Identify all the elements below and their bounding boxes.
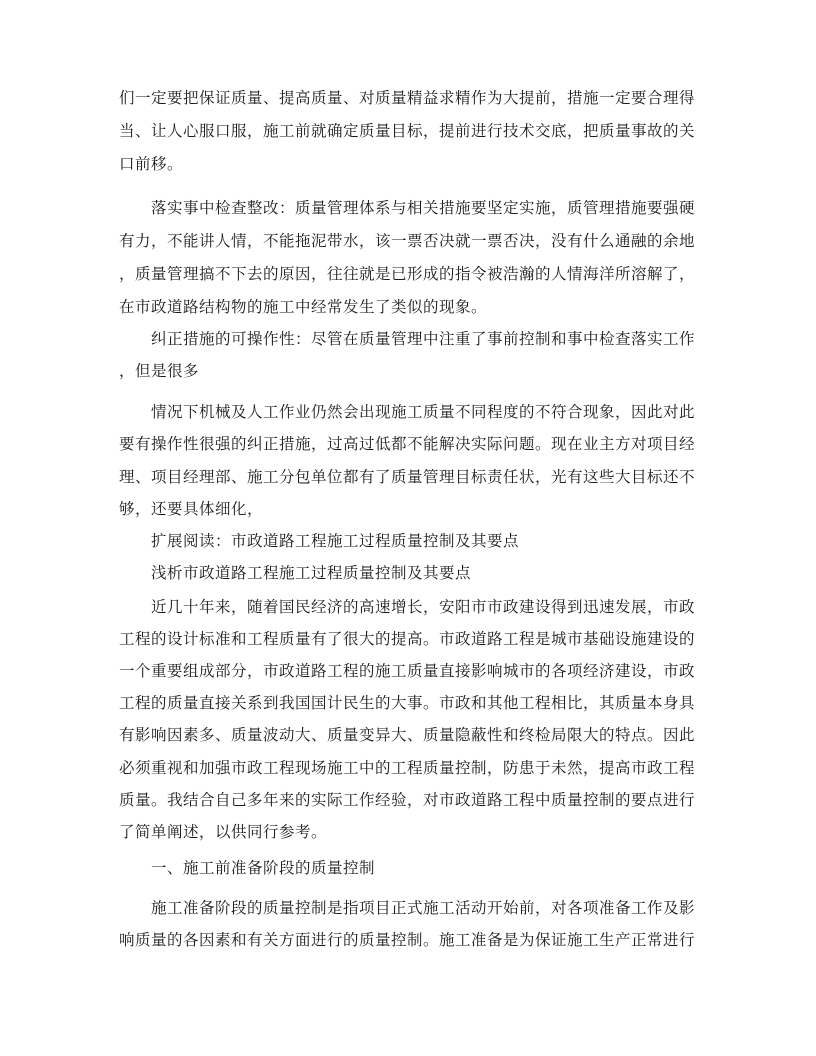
paragraph-line: 理、项目经理部、施工分包单位都有了质量管理目标责任状，光有这些大目标还不 <box>119 468 696 486</box>
paragraph-line: 工程的设计标准和工程质量有了很大的提高。市政道路工程是城市基础设施建设的 <box>119 630 696 648</box>
paragraph-line: 落实事中检查整改：质量管理体系与相关措施要坚定实施，质管理措施要强硬 <box>151 199 696 217</box>
paragraph-line: 情况下机械及人工作业仍然会出现施工质量不同程度的不符合现象，因此对此 <box>151 403 696 421</box>
paragraph-line: 们一定要把保证质量、提高质量、对质量精益求精作为大提前，措施一定要合理得 <box>119 89 696 107</box>
paragraph-line: 有影响因素多、质量波动大、质量变异大、质量隐蔽性和终检局限大的特点。因此 <box>119 726 696 744</box>
paragraph-line: 要有操作性很强的纠正措施，过高过低都不能解决实际问题。现在业主方对项目经 <box>119 435 696 453</box>
paragraph-line: 了简单阐述，以供同行参考。 <box>119 823 328 841</box>
paragraph-line: 工程的质量直接关系到我国国计民生的大事。市政和其他工程相比，其质量本身具 <box>119 694 696 712</box>
paragraph-line: 扩展阅读：市政道路工程施工过程质量控制及其要点 <box>151 532 520 550</box>
paragraph-line: 够，还要具体细化， <box>119 500 264 518</box>
paragraph-line: 施工准备阶段的质量控制是指项目正式施工活动开始前，对各项准备工作及影 <box>151 899 696 917</box>
paragraph-line: 有力，不能讲人情，不能拖泥带水，该一票否决就一票否决，没有什么通融的余地 <box>119 232 696 250</box>
paragraph-line: 口前移。 <box>119 155 184 173</box>
paragraph-line: 响质量的各因素和有关方面进行的质量控制。施工准备是为保证施工生产正常进行 <box>119 931 696 949</box>
section-title: 浅析市政道路工程施工过程质量控制及其要点 <box>151 564 472 582</box>
paragraph-line: 必须重视和加强市政工程现场施工中的工程质量控制，防患于未然，提高市政工程 <box>119 759 696 777</box>
paragraph-line: 纠正措施的可操作性：尽管在质量管理中注重了事前控制和事中检查落实工作 <box>151 330 696 348</box>
section-heading: 一、施工前准备阶段的质量控制 <box>151 859 376 877</box>
paragraph-line: 当、让人心服口服，施工前就确定质量目标，提前进行技术交底，把质量事故的关 <box>119 122 696 140</box>
paragraph-line: ，但是很多 <box>119 362 200 380</box>
paragraph-line: 质量。我结合自己多年来的实际工作经验，对市政道路工程中质量控制的要点进行 <box>119 791 696 809</box>
paragraph-line: ，质量管理搞不下去的原因，往往就是已形成的指令被浩瀚的人情海洋所溶解了， <box>119 265 696 283</box>
paragraph-line: 在市政道路结构物的施工中经常发生了类似的现象。 <box>119 298 488 316</box>
paragraph-line: 一个重要组成部分，市政道路工程的施工质量直接影响城市的各项经济建设，市政 <box>119 662 696 680</box>
paragraph-line: 近几十年来，随着国民经济的高速增长，安阳市市政建设得到迅速发展，市政 <box>151 598 696 616</box>
